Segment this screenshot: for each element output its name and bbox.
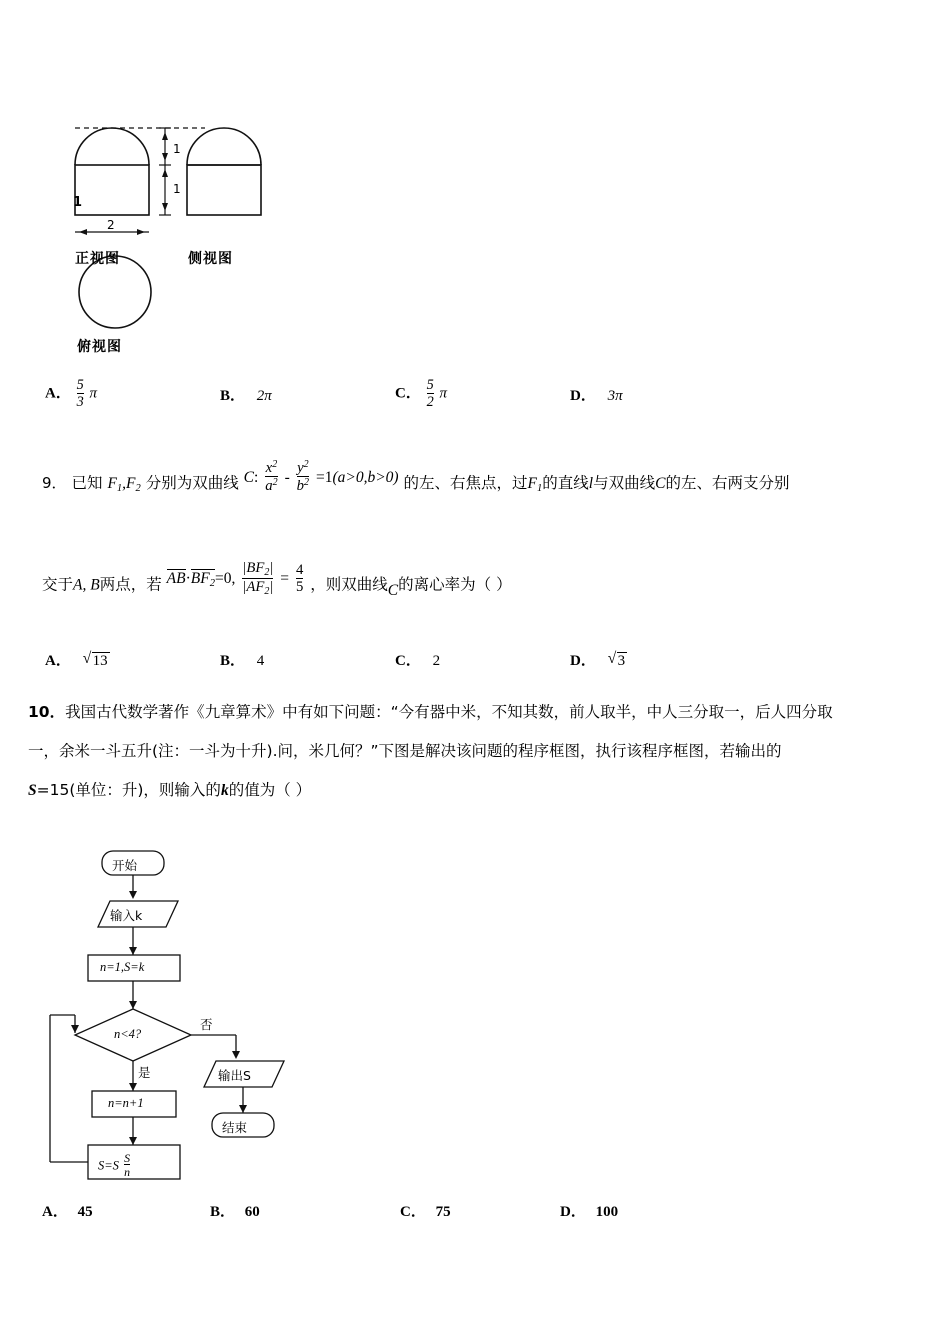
flow-assign-fraction [124,1152,130,1179]
top-view-label: 俯视图 [77,339,122,355]
q10-option-c-value: 75 [435,1204,451,1220]
q8-option-c-numerator: 5 [426,377,434,393]
q9-option-d-value: 3 [617,653,626,669]
q9-ratio-den-sub: 2 [264,586,270,598]
q9-option-d[interactable] [570,649,627,670]
q9-text-3: 的左、右焦点，过 [403,473,528,492]
q10-option-b-value: 60 [244,1204,260,1220]
flow-condition-label: n<4? [114,1027,142,1041]
q8-option-c-suffix: π [439,385,447,402]
q9-colon: : [254,468,259,486]
q8-option-c-label: C． [395,385,421,402]
q9-eq-zero: =0, [214,569,236,587]
flow-assign-label [98,1152,132,1179]
q9-term-y: $\frac{y^2}{b^2}$ [296,459,310,495]
q8-option-a-numerator: 5 [76,377,84,393]
question-10-line-2 [28,736,928,766]
q9-a2: a [265,478,273,495]
q9-vector-condition [167,561,306,599]
flow-init-label: n=1,S=k [100,960,145,974]
q9-f1b: F [527,474,538,492]
q9-option-d-sqrt [608,651,628,670]
q8-option-d-value: 3π [607,388,623,404]
q8-option-b-value: 2π [256,388,272,404]
q9-curve-c: C [243,468,255,486]
flow-assign-den: n [124,1165,130,1180]
q10-number: 10． [28,703,66,721]
q9-term-x: $\frac{x^2}{a^2}$ [265,459,278,495]
q10-option-d-label: D． [560,1204,586,1220]
q9-option-b-value: 4 [256,653,265,669]
q8-option-c[interactable] [395,378,447,410]
q10-line-3-mid: =15(单位：升)，则输入的 [36,781,221,799]
q8-option-a-suffix: π [89,385,97,402]
q9-option-b[interactable] [220,649,264,670]
q10-option-c[interactable] [400,1200,451,1221]
q9-text-7: 交于 [42,575,74,594]
q9-b2: b [296,478,305,495]
q9-f2-sub: 2 [135,482,141,494]
flow-assign-num: S [124,1151,130,1165]
q9-curve-c2: C [655,474,666,492]
q8-option-a-fraction [77,378,84,410]
question-9-body-2 [42,560,922,604]
q9-condition: (a>0,b>0) [332,468,399,486]
q9-option-b-label: B． [220,653,246,669]
front-view-label: 正视图 [75,251,120,267]
dim-lower-value: 1 [173,182,181,196]
q9-f1-sub: 1 [116,482,123,494]
question-10-line-3 [28,775,928,806]
flow-start-label: 开始 [112,858,138,873]
q9-text-6: 的左、右两支分别 [665,473,790,492]
q9-option-a-sqrt [83,651,110,670]
q10-line-2: 一，余米一斗五升(注：一斗为十升).问，米几何？”下图是解决该问题的程序框图，执行该程序框图，若输出的 [28,742,782,760]
q9-ratio-eq: = [280,569,290,587]
q9-f2: F [126,474,136,492]
q9-ratio-num-sub: 2 [264,566,270,578]
q8-option-a[interactable] [45,378,97,410]
q9-option-c-label: C． [395,653,421,669]
three-views-figure [55,70,375,355]
flow-input-label: 输入k [110,908,143,923]
q8-option-c-fraction [427,378,434,410]
q9-ratio-value-den: 5 [295,579,304,596]
q9-option-a[interactable] [45,649,110,670]
q10-option-a-label: A． [42,1204,68,1220]
q9-x2: x [265,460,273,476]
q9-text-5: 与双曲线 [593,473,656,492]
q9-number: 9． [42,473,67,492]
q8-option-c-denominator: 2 [426,393,434,410]
q9-ratio-num: |BF [242,560,265,576]
q9-ratio-value [296,563,303,596]
q9-text-10: 的离心率为（ ） [398,575,512,594]
q10-line-3-post: 的值为（ ） [228,781,312,799]
flow-increment-label: n=n+1 [108,1096,144,1110]
dim-upper-value: 1 [173,142,181,156]
dim-height-upper: 1 [73,195,83,210]
q9-text-2: 分别为双曲线 [145,473,239,492]
q9-ratio-den: |AF [242,579,265,596]
q8-option-d-label: D． [570,388,596,404]
q9-text-4: 的直线 [542,473,589,492]
q9-vec-bf2: $BF_2$ [190,569,215,589]
dim-width-value: 2 [107,218,115,232]
q9-ratio-value-num: 4 [295,561,304,578]
q9-option-d-label: D． [570,653,596,669]
q10-option-b[interactable] [210,1200,260,1221]
q8-option-d[interactable] [570,384,623,405]
q10-line-3-k: k [220,782,229,799]
flowchart-figure [40,845,350,1185]
q8-option-b[interactable] [220,384,272,405]
q9-comma: , [122,474,127,492]
q9-vec-bf2-sub: 2 [209,577,215,589]
q9-curve-c3: C [387,582,399,600]
q9-option-a-label: A． [45,653,71,669]
q9-text-1: 已知 [71,473,103,492]
q9-f1: F [107,474,117,492]
q10-option-d-value: 100 [595,1204,619,1220]
q8-option-a-denominator: 3 [76,393,84,410]
q10-option-b-label: B． [210,1204,236,1220]
q9-ratio [242,561,273,598]
q9-hyperbola-equation: C: $\frac{x^2}{a^2}$ - $\frac{y^2}{b^2}$ =1(a>0,b>0) [243,459,399,495]
q9-dot: · [185,569,191,587]
q9-ratio-den-end: | [269,579,274,596]
q9-option-a-value: 13 [92,653,108,669]
q9-text-9: ，则双曲线 [310,575,388,594]
q9-y2: y [297,460,304,476]
question-9-body [42,459,922,504]
q10-line-3-s: S [28,782,37,799]
q9-line-l: l [588,474,594,492]
question-10-line-1 [28,697,928,727]
flow-assign-lhs: S=S [98,1158,119,1173]
flow-yes-label: 是 [138,1065,151,1080]
q10-line-1: 我国古代数学著作《九章算术》中有如下问题：“今有器中米，不知其数，前人取半，中人三分取一，后人四分取 [65,703,833,721]
q10-option-a[interactable] [42,1200,93,1221]
q8-option-a-label: A． [45,385,71,402]
q9-f1b-sub: 1 [537,482,543,494]
q10-option-c-label: C． [400,1204,426,1220]
q9-ratio-num-end: | [269,560,274,576]
flow-end-label: 结束 [222,1120,248,1135]
q8-option-b-label: B． [220,388,246,404]
q9-eq-one: =1 [315,468,333,486]
side-view-label: 侧视图 [188,251,233,267]
q10-option-d[interactable] [560,1200,618,1221]
flow-no-label: 否 [200,1017,213,1032]
q9-option-c-value: 2 [432,653,441,669]
q9-text-8: 两点，若 [99,575,162,594]
q9-points: A, B [73,576,100,594]
flow-output-label: 输出S [218,1068,251,1083]
q9-vec-ab: AB [166,569,186,587]
q9-option-c[interactable] [395,649,440,670]
q10-option-a-value: 45 [77,1204,93,1220]
